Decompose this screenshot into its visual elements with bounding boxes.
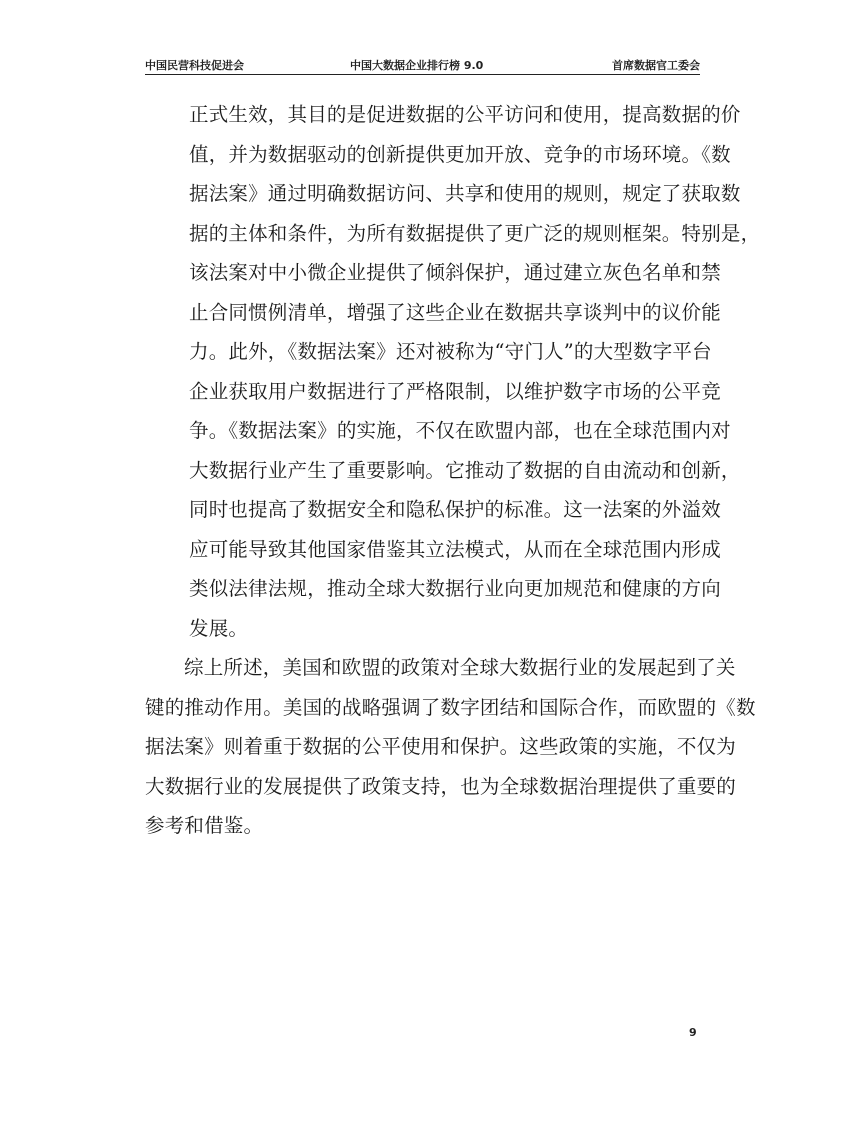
text-line: 综上所述，美国和欧盟的政策对全球大数据行业的发展起到了关 bbox=[184, 656, 736, 679]
page-number: 9 bbox=[689, 1026, 697, 1039]
text-line: 据法案》通过明确数据访问、共享和使用的规则，规定了获取数 bbox=[189, 182, 741, 205]
text-line: 同时也提高了数据安全和隐私保护的标准。这一法案的外溢效 bbox=[189, 498, 721, 521]
text-line: 据法案》则着重于数据的公平使用和保护。这些政策的实施，不仅为 bbox=[145, 735, 737, 758]
text-line: 争。《数据法案》的实施，不仅在欧盟内部，也在全球范围内对 bbox=[189, 419, 731, 442]
text-line: 大数据行业的发展提供了政策支持，也为全球数据治理提供了重要的 bbox=[145, 774, 737, 798]
data-act-paragraph bbox=[145, 95, 761, 648]
text-line: 键的推动作用。美国的战略强调了数字团结和国际合作，而欧盟的《数 bbox=[145, 695, 756, 719]
text-line: 参考和借鉴。 bbox=[145, 814, 264, 837]
text-line: 据的主体和条件，为所有数据提供了更广泛的规则框架。特别是， bbox=[189, 221, 761, 245]
text-line: 类似法律法规，推动全球大数据行业向更加规范和健康的方向 bbox=[189, 577, 721, 600]
text-line: 正式生效，其目的是促进数据的公平访问和使用，提高数据的价 bbox=[189, 103, 741, 126]
summary-paragraph bbox=[145, 648, 756, 846]
text-line: 力。此外，《数据法案》还对被称为“守门人”的大型数字平台 bbox=[189, 340, 712, 363]
header-report-title: 中国大数据企业排行榜 9.0 bbox=[350, 59, 484, 72]
text-line: 应可能导致其他国家借鉴其立法模式，从而在全球范围内形成 bbox=[189, 537, 721, 561]
header-committee: 首席数据官工委会 bbox=[612, 59, 700, 72]
text-line: 止合同惯例清单，增强了这些企业在数据共享谈判中的议价能 bbox=[189, 300, 721, 324]
text-line: 企业获取用户数据进行了严格限制，以维护数字市场的公平竞 bbox=[189, 379, 721, 403]
text-line: 该法案对中小微企业提供了倾斜保护，通过建立灰色名单和禁 bbox=[189, 261, 721, 284]
header-organization: 中国民营科技促进会 bbox=[145, 59, 244, 72]
text-line: 大数据行业产生了重要影响。它推动了数据的自由流动和创新， bbox=[189, 458, 741, 482]
page-header bbox=[145, 54, 700, 75]
document-body bbox=[145, 95, 761, 846]
text-line: 值，并为数据驱动的创新提供更加开放、竞争的市场环境。《数 bbox=[189, 142, 731, 166]
text-line: 发展。 bbox=[189, 616, 249, 640]
